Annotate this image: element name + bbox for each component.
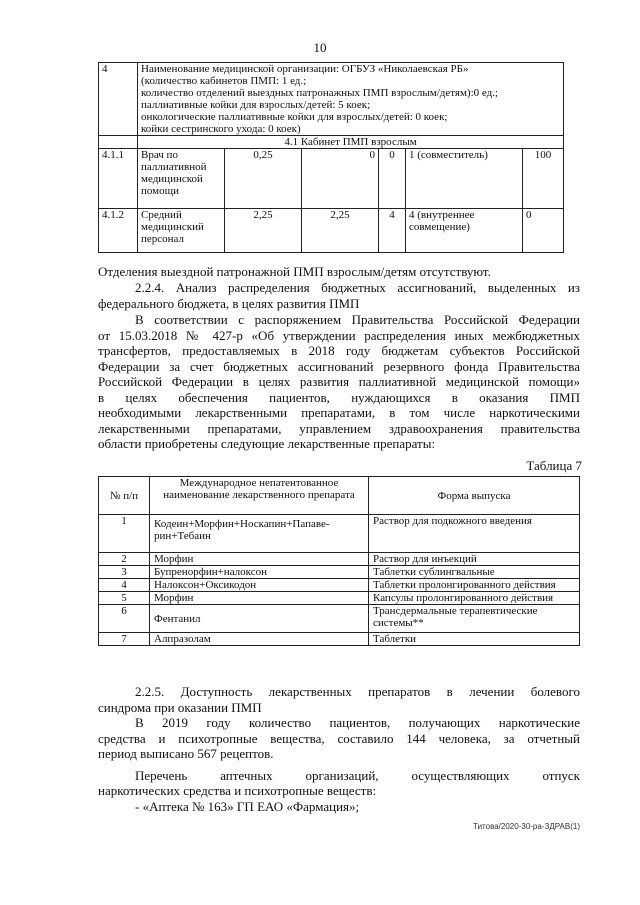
table-cell: 0 [379,149,406,209]
page-number: 10 [313,40,327,55]
table-cell-num: 1 [99,515,150,553]
table-cell-form: Капсулы пролонгированного действия [369,592,580,605]
table-cell-form: Таблетки сублингвальные [369,566,580,579]
table-cell-form: Таблетки пролонгированного действия [369,579,580,592]
paragraph-regulation [98,312,580,452]
pharmacy-list-item: - «Аптека № 163» ГП ЕАО «Фармация»; [135,798,360,814]
section-2-2-4-heading-line1: 2.2.4. Анализ распределения бюджетных ассигнований, выделенных из [135,280,580,295]
text-line: от 15.03.2018 № 427-р «Об утверждении распределения иных межбюджетных [98,327,580,343]
table-cell: 4 [379,209,406,253]
table-row [99,515,580,553]
text-line: В соответствии с распоряжением Правительства Российской Федерации [135,312,580,327]
text-line: Перечень аптечных организаций, осуществляющих отпуск [135,767,580,783]
table-cell: 2,25 [225,209,302,253]
table-row [99,209,564,253]
table-row [99,633,580,646]
text-line: необходимыми лекарственными препаратами, в том числе наркотическими [98,405,580,420]
text-line: 2.2.5. Доступность лекарственных препаратов в лечении болевого [135,684,580,699]
table-cell: 0 [302,149,379,209]
table-cell-num: 4 [99,579,150,592]
section-header: 4.1 Кабинет ПМП взрослым [138,136,564,149]
table-cell-num: 4.1.2 [99,209,138,253]
drugs-table [98,476,580,646]
table-row [99,566,580,579]
section-2-2-5 [98,684,580,814]
table-cell-num: 2 [99,553,150,566]
section-2-2-4-heading-line2: федерального бюджета, в целях развития ПМП [98,296,360,311]
text-line: наркотических средства и психотропные веществ: [98,783,377,798]
table-cell-drug: Бупренорфин+налоксон [150,566,369,579]
table-cell-position: Средний медицинский персонал [138,209,225,253]
table-row [99,605,580,633]
text-line: период выписано 567 рецептов. [98,746,274,761]
table-cell: 0,25 [225,149,302,209]
column-header: Международное непатентованное наименование лекарственного препарата [150,477,369,515]
table-cell-drug: Фентанил [150,605,369,633]
text-line: В 2019 году количество пациентов, получающих наркотические [135,715,580,730]
table-cell-form: Раствор для инъекций [369,553,580,566]
table-cell-num: 4 [99,63,138,136]
table-cell: 1 (совместитель) [406,149,523,209]
table-header-row [99,477,580,515]
table-cell-drug: Морфин [150,553,369,566]
text-line: лекарственными препаратами, управлением здравоохранения правительства [98,420,580,436]
table-row [99,149,564,209]
text-line: в целях обеспечения пациентов, нуждающихся в оказания ПМП [98,389,580,405]
table-cell-num: 5 [99,592,150,605]
table-row [99,579,580,592]
table-cell: 100 [523,149,564,209]
text-line: области приобретены следующие лекарственные препараты: [98,436,436,451]
table-cell-num: 4.1.1 [99,149,138,209]
table-cell-num: 7 [99,633,150,646]
table-cell: 0 [523,209,564,253]
table-cell-drug: Кодеин+Морфин+Носкапин+Папаве- рин+Тебаин [150,515,369,553]
table-row [99,592,580,605]
table-cell-num: 6 [99,605,150,633]
table-cell-form: Раствор для подкожного введения [369,515,580,553]
text-line: Федерации за счет бюджетных ассигнований резервного фонда Правительства [98,358,580,374]
text-line: синдрома при оказании ПМП [98,699,262,715]
paragraph-no-field-units: Отделения выездной патронажной ПМП взрослым/детям отсутствуют. [98,264,491,279]
text-line: средства и психотропные вещества, составило 144 человека, за отчетный [98,730,580,746]
text-line: трансфертов, предоставляемых в 2018 году бюджетам субъектов Российской [98,343,580,358]
column-header: Форма выпуска [369,477,580,515]
table-cell-drug: Морфин [150,592,369,605]
column-header: № п/п [99,477,150,515]
table-cell-drug: Алпразолам [150,633,369,646]
table-cell-num: 3 [99,566,150,579]
table-cell-position: Врач по паллиативной медицинской помощи [138,149,225,209]
table-row [99,553,580,566]
organization-info-cell: Наименование медицинской организации: ОГБУЗ «Николаевская РБ» (количество кабинетов ПМП: 1 ед.; количество отделений выездных патронажных ПМП взрослым/детям):0 ед.; паллиативные койки для взрослых/детей: 5 коек; онкологические паллиативные койки для взрослых/детей: 0 коек; койки сестринского ухода: 0 коек) [138,63,564,136]
document-code: Титова/2020-30-ра-ЗДРАВ(1) [473,822,580,831]
table-cell: 4 (внутреннее совмещение) [406,209,523,253]
table-cell-form: Таблетки [369,633,580,646]
table-caption: Таблица 7 [526,458,582,473]
text-line: Российской Федерации в целях развития паллиативной медицинской помощи» [98,374,580,389]
table-row [99,136,564,149]
table-cell: 2,25 [302,209,379,253]
table-cell-drug: Налоксон+Оксикодон [150,579,369,592]
table-row [99,63,564,136]
staff-table [98,62,564,253]
table-cell-form: Трансдермальные терапевтические системы** [369,605,580,633]
